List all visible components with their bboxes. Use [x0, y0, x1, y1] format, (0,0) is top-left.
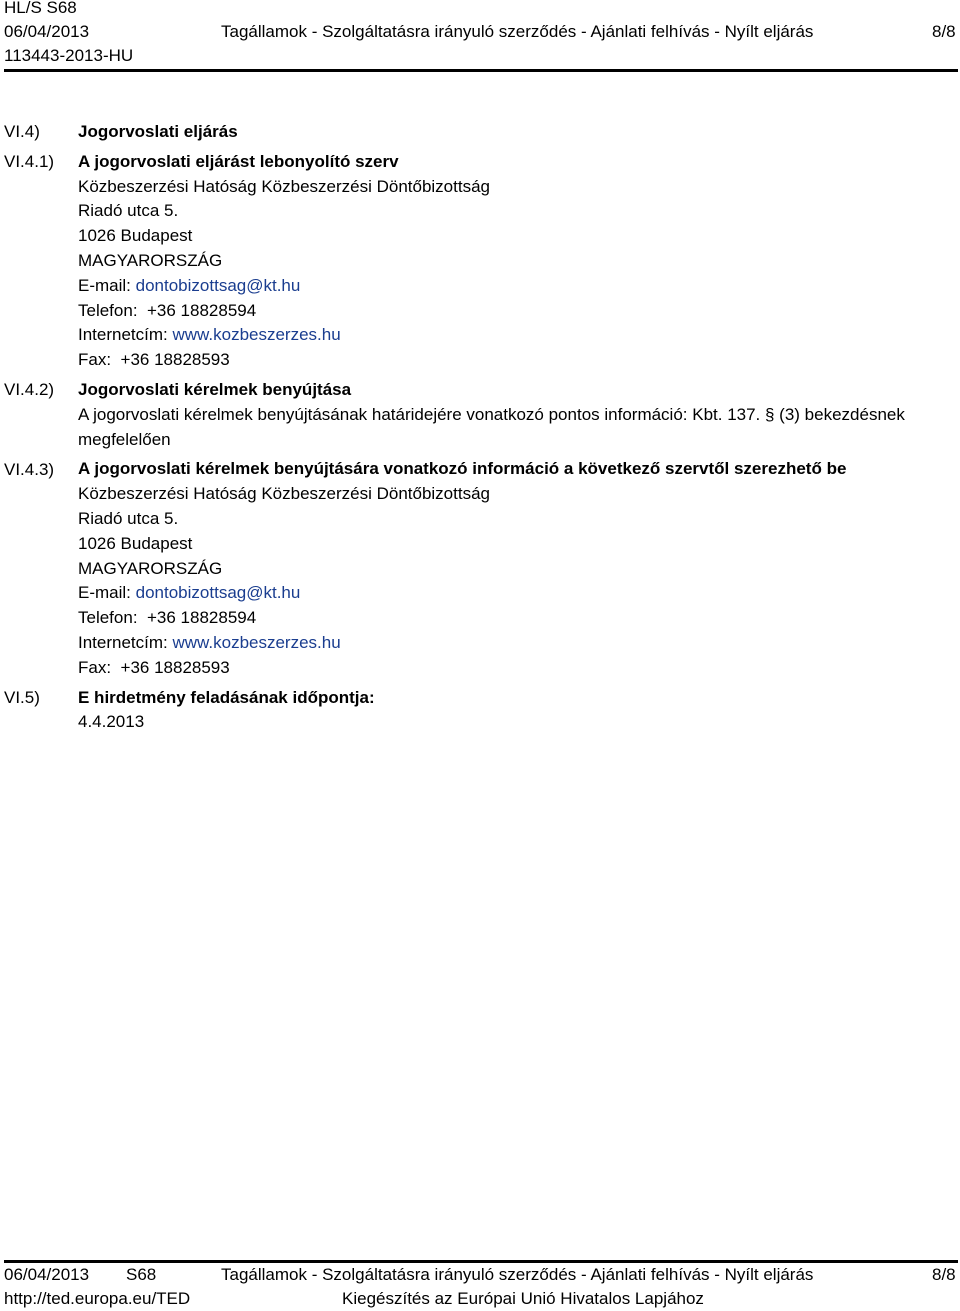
- city: 1026 Budapest: [78, 226, 193, 246]
- section-title: A jogorvoslati kérelmek benyújtására vonatkozó információ a következő szervtől szerezhető be: [78, 459, 847, 479]
- section-text: A jogorvoslati kérelmek benyújtásának határidejére vonatkozó pontos információ: Kbt. 137. § (3) bekezdésnek megfelelően: [78, 404, 905, 449]
- email-link[interactable]: dontobizottsag@kt.hu: [135, 583, 301, 603]
- footer-url[interactable]: http://ted.europa.eu/TED: [4, 1289, 191, 1308]
- footer-journal: S68: [126, 1265, 157, 1284]
- footer-supplement: Kiegészítés az Európai Unió Hivatalos Lapjához: [342, 1289, 704, 1308]
- email-link[interactable]: dontobizottsag@kt.hu: [135, 275, 301, 295]
- footer-date: 06/04/2013: [4, 1265, 90, 1284]
- header-journal: HL/S S68: [4, 0, 77, 17]
- web-row: [78, 323, 948, 348]
- section-number: VI.5): [4, 688, 40, 707]
- street-address: Riadó utca 5.: [78, 201, 179, 221]
- city: 1026 Budapest: [78, 533, 193, 553]
- country: MAGYARORSZÁG: [78, 250, 223, 270]
- email-label: E-mail:: [78, 275, 131, 295]
- fax-row: [78, 656, 948, 681]
- phone-row: [78, 606, 948, 631]
- section-number: VI.4.1): [4, 152, 55, 171]
- email-row: [78, 581, 948, 606]
- email-label: E-mail:: [78, 583, 131, 603]
- dispatch-date: 4.4.2013: [78, 712, 145, 732]
- fax-row: [78, 348, 948, 373]
- section-number: VI.4.2): [4, 380, 55, 399]
- footer-rule: [4, 1260, 958, 1263]
- email-row: [78, 274, 948, 299]
- fax-value: +36 18828593: [120, 350, 230, 370]
- phone-label: Telefon:: [78, 300, 138, 320]
- section-title: A jogorvoslati eljárást lebonyolító szerv: [78, 151, 399, 171]
- header-rule: [4, 69, 958, 72]
- section-number: VI.4.3): [4, 460, 55, 479]
- org-name: Közbeszerzési Hatóság Közbeszerzési Döntőbizottság: [78, 176, 490, 196]
- web-link[interactable]: www.kozbeszerzes.hu: [172, 325, 341, 345]
- fax-value: +36 18828593: [120, 657, 230, 677]
- phone-label: Telefon:: [78, 608, 138, 628]
- web-label: Internetcím:: [78, 632, 168, 652]
- phone-value: +36 18828594: [147, 608, 257, 628]
- phone-row: [78, 299, 948, 324]
- org-name: Közbeszerzési Hatóság Közbeszerzési Döntőbizottság: [78, 484, 490, 504]
- header-date: 06/04/2013: [4, 22, 90, 41]
- section-title: E hirdetmény feladásának időpontja:: [78, 687, 375, 707]
- fax-label: Fax:: [78, 657, 112, 677]
- street-address: Riadó utca 5.: [78, 508, 179, 528]
- phone-value: +36 18828594: [147, 300, 257, 320]
- web-link[interactable]: www.kozbeszerzes.hu: [172, 632, 341, 652]
- web-label: Internetcím:: [78, 325, 168, 345]
- section-title: Jogorvoslati kérelmek benyújtása: [78, 379, 352, 399]
- section-title: Jogorvoslati eljárás: [78, 122, 238, 141]
- fax-label: Fax:: [78, 350, 112, 370]
- header-page: 8/8: [932, 22, 956, 41]
- section-number: VI.4): [4, 122, 40, 141]
- header-title: Tagállamok - Szolgáltatásra irányuló szerződés - Ajánlati felhívás - Nyílt eljárás: [221, 22, 814, 41]
- web-row: [78, 631, 948, 656]
- footer-title: Tagállamok - Szolgáltatásra irányuló szerződés - Ajánlati felhívás - Nyílt eljárás: [221, 1265, 814, 1284]
- country: MAGYARORSZÁG: [78, 558, 223, 578]
- header-doc-id: 113443-2013-HU: [4, 46, 134, 65]
- footer-page: 8/8: [932, 1265, 956, 1284]
- document-body: [78, 120, 948, 735]
